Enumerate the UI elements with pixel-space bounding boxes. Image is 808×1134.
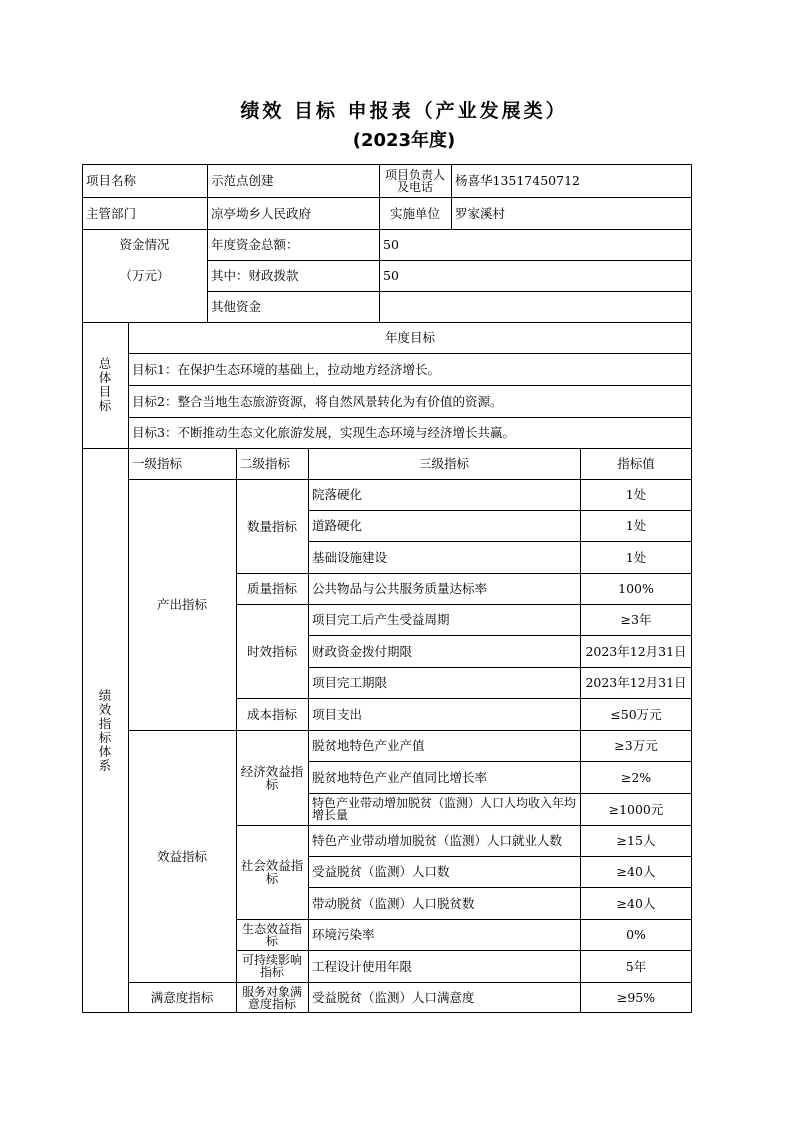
level2-ecological: 生态效益指标 [241,921,302,948]
level3-indicator: 受益脱贫（监测）人口数 [312,864,450,879]
indicator-value: ≥40人 [616,864,656,879]
goal-1: 目标1：在保护生态环境的基础上，拉动地方经济增长。 [132,361,440,377]
project-name-value: 示范点创建 [211,173,274,188]
annual-goal-header: 年度目标 [384,330,435,345]
level1-output: 产出指标 [156,597,207,612]
indicator-value: ≥1000元 [608,801,664,817]
indicator-value: 2023年12月31日 [585,675,687,690]
indicator-value: ≤50万元 [610,706,662,722]
overall-goal-label: 总 体 目 标 [98,356,112,413]
level3-indicator: 脱贫地特色产业产值 [312,738,425,753]
level2-sustainable: 可持续影响指标 [241,953,302,979]
performance-target-table [82,164,692,1013]
level2-quality: 质量指标 [246,581,297,596]
level3-indicator: 项目完工期限 [312,675,388,690]
indicator-value: 1处 [625,549,647,565]
level3-indicator: 公共物品与公共服务质量达标率 [312,581,488,596]
fund-unit-label: （万元） [119,268,170,283]
level3-indicator: 院落硬化 [312,487,363,502]
level3-indicator: 脱贫地特色产业产值同比增长率 [312,769,488,785]
col-header-level3: 三级指标 [418,456,469,471]
level3-indicator: 特色产业带动增加脱贫（监测）人口人均收入年均增长量 [312,796,577,822]
fund-other-value [379,291,692,322]
indicator-value: ≥95% [616,990,656,1005]
level2-timeliness: 时效指标 [246,643,297,659]
col-header-value: 指标值 [617,456,655,471]
level2-quantity: 数量指标 [246,518,297,534]
fund-other-label: 其他资金 [211,299,262,314]
level2-cost: 成本指标 [246,706,297,722]
project-leader-value: 杨喜华13517450712 [455,173,580,188]
level2-social: 社会效益指标 [240,858,304,886]
page-title: 绩效 目标 申报表（产业发展类） [240,100,568,122]
level3-indicator: 环境污染率 [312,927,375,942]
level3-indicator: 受益脱贫（监测）人口满意度 [312,990,475,1005]
level3-indicator: 项目支出 [312,706,363,722]
level3-indicator: 财政资金拨付期限 [312,643,413,659]
level3-indicator: 项目完工后产生受益周期 [312,612,450,627]
level3-indicator: 道路硬化 [312,518,363,533]
department-value: 凉亭坳乡人民政府 [211,205,312,221]
fund-total-label: 年度资金总额： [211,237,299,252]
indicator-value: 100% [618,581,654,596]
indicator-value: 2023年12月31日 [585,643,687,659]
implementing-unit-value: 罗家溪村 [455,205,506,221]
indicator-value: ≥3万元 [614,738,658,753]
level3-indicator: 带动脱贫（监测）人口脱贫数 [312,895,475,911]
project-name-label: 项目名称 [86,173,137,188]
department-label: 主管部门 [86,205,137,221]
level3-indicator: 特色产业带动增加脱贫（监测）人口就业人数 [312,833,563,848]
page-subtitle-year: (2023年度) [352,130,456,151]
goal-2: 目标2：整合当地生态旅游资源，将自然风景转化为有价值的资源。 [132,393,503,409]
indicator-value: 5年 [625,958,647,974]
indicator-value: 1处 [625,487,647,502]
level1-benefit: 效益指标 [156,848,207,864]
indicator-value: 1处 [625,518,647,533]
level3-indicator: 基础设施建设 [312,549,388,565]
indicator-value: ≥3年 [620,612,652,627]
level2-economic: 经济效益指标 [240,763,304,792]
level1-satisfaction: 满意度指标 [150,990,214,1005]
fund-fiscal-value: 50 [383,268,399,283]
indicator-value: ≥15人 [616,833,656,848]
level3-indicator: 工程设计使用年限 [312,958,413,974]
fund-total-value: 50 [383,237,399,252]
level2-service-satisfaction: 服务对象满意度指标 [241,984,302,1011]
indicator-value: ≥40人 [616,895,656,911]
col-header-level2: 二级指标 [240,456,291,471]
indicator-value: ≥2% [620,769,652,785]
fund-fiscal-label: 其中：财政拨款 [211,268,299,283]
indicator-value: 0% [626,927,646,942]
goal-3: 目标3：不断推动生态文化旅游发展，实现生态环境与经济增长共赢。 [132,425,515,440]
col-header-level1: 一级指标 [132,456,183,471]
fund-status-label: 资金情况 [119,237,170,252]
indicator-system-label: 绩 效 指 标 体 系 [98,687,112,773]
project-leader-label: 项目负责人及电话 [384,167,445,194]
implementing-unit-label: 实施单位 [389,205,440,221]
